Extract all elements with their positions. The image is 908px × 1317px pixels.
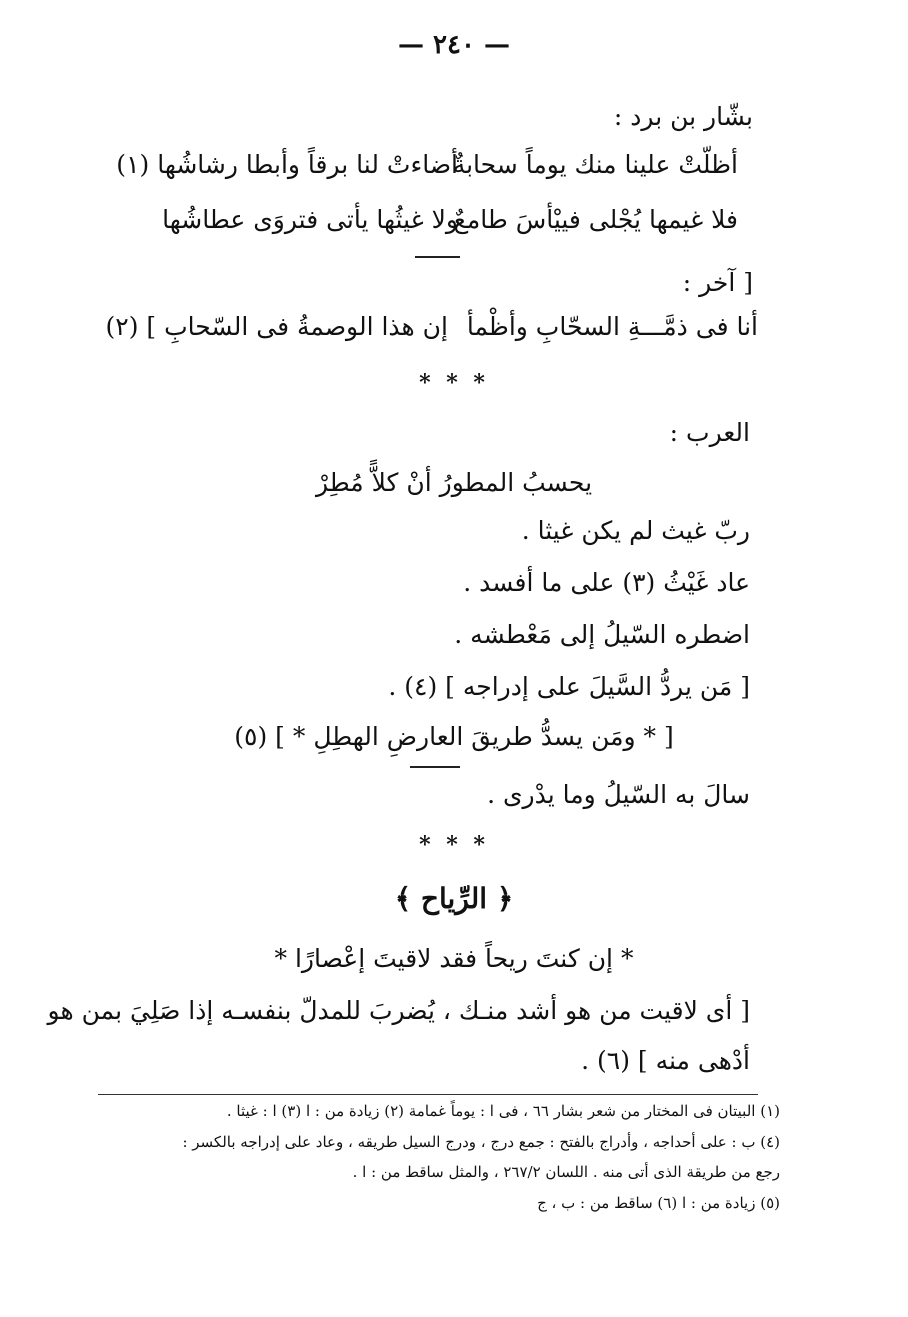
footnote: (٤) ب : على أحداجه ، وأدراج بالفتح : جمع درج ، ودرج السيل طريقه ، وعاد على إدراجه بالكسر : [182,1133,780,1151]
heading-arabs: العرب : [669,418,750,447]
author-label: بشّار بن برد : [613,102,753,131]
verse-3-hemistich-left: إن هذا الوصمةُ فى السّحابِ ] (٢) [105,312,448,341]
section-title: ﴿ الرِّياح ﴾ [394,882,514,915]
verse-center: * إن كنتَ ريحاً فقد لاقيتَ إعْصارًا * [274,944,634,973]
explanation-line: أدْهى منه ] (٦) . [581,1046,750,1075]
explanation-line: [ أى لاقيت من هو أشد منـك ، يُضربَ للمدلّ بنفسـه إذا صَلِيَ بمن هو [47,996,750,1025]
footnote: رجع من طريقة الذى أتى منه . اللسان ٢٦٧/٢ ، والمثل ساقط من : ا . [352,1163,780,1181]
short-rule [415,256,460,258]
proverb-line: اضطره السّيلُ إلى مَعْطشه . [454,620,750,649]
verse-1-hemistich-right: أظلّتْ علينا منك يوماً سحابةٌ [452,150,738,179]
footnote: (١) البيتان فى المختار من شعر بشار ٦٦ ، فى ا : يوماً غمامة (٢) زيادة من : ا (٣) ا : غيثا . [226,1102,780,1120]
footnote: (٥) زيادة من : ا (٦) ساقط من : ب ، ج [537,1194,780,1212]
verse-3-hemistich-right: أنا فى ذمَّـــةِ السحّابِ وأظْمأ [466,312,758,341]
verse-center: [ * ومَن يسدُّ طريقَ العارضِ الهطِلِ * ] (٥) [234,722,674,751]
author-label-2: [ آخر : [682,268,753,297]
section-separator: * * * [419,832,489,858]
verse-2-hemistich-right: فلا غيمها يُجْلى فييْأسَ طامعٌ [453,205,738,234]
proverb-line: سالَ به السّيلُ وما يدْرى . [487,780,750,809]
verse-2-hemistich-left: ولا غيثُها يأتى فتروَى عطاشُها [162,205,458,234]
proverb-line: عاد غَيْثُ (٣) على ما أفسد . [463,568,750,597]
proverb-line: ربّ غيث لم يكن غيثا . [521,516,750,545]
proverb-center: يحسبُ المطورُ أنْ كلاًّ مُطِرْ [315,468,593,497]
verse-1-hemistich-left: أضاءتْ لنا برقاً وأبطا رشاشُها (١) [116,150,458,179]
short-rule [410,766,460,768]
footnote-rule [98,1094,758,1095]
proverb-line: [ مَن يردُّ السَّيلَ على إدراجه ] (٤) . [388,672,750,701]
section-separator: * * * [419,370,489,396]
page-number: — ٢٤٠ — [397,30,511,60]
